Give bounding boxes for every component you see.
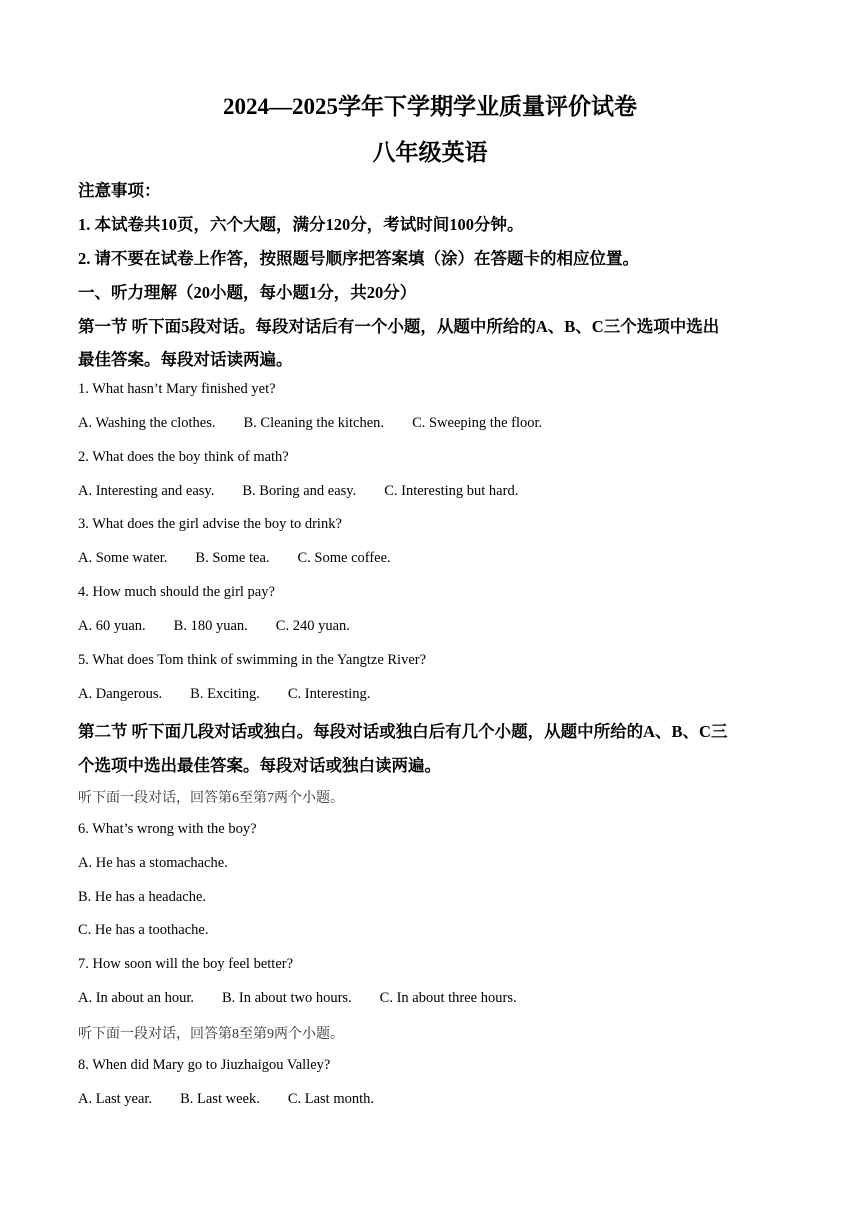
notice-item-2: 2. 请不要在试卷上作答，按照题号顺序把答案填（涂）在答题卡的相应位置。 (78, 249, 639, 268)
option-c: C. Interesting but hard. (384, 483, 519, 499)
question-options (78, 990, 517, 1007)
option-b: B. 180 yuan. (173, 618, 248, 634)
option-c: C. Last month. (287, 1091, 375, 1107)
question-stem: 8. When did Mary go to Jiuzhaigou Valley? (78, 1057, 331, 1073)
option-b: B. Some tea. (195, 550, 270, 566)
question-stem: 4. How much should the girl pay? (78, 584, 275, 600)
option-c: C. He has a toothache. (78, 922, 209, 938)
question-stem: 5. What does Tom think of swimming in the Yangtze River? (78, 652, 427, 668)
question-options (78, 550, 391, 567)
option-c: C. Interesting. (287, 686, 371, 702)
question-stem: 7. How soon will the boy feel better? (78, 956, 294, 972)
option-a: A. He has a stomachache. (78, 855, 228, 871)
question-options (78, 686, 370, 703)
section1-instruction-2: 最佳答案。每段对话读两遍。 (78, 350, 293, 369)
option-a: A. Last year. (78, 1091, 153, 1107)
question-stem: 3. What does the girl advise the boy to drink? (78, 516, 342, 532)
option-c: C. Some coffee. (297, 550, 391, 566)
option-c: C. In about three hours. (379, 990, 517, 1006)
listening-note: 听下面一段对话，回答第6至第7两个小题。 (78, 791, 344, 806)
option-a: A. Some water. (78, 550, 168, 566)
option-a: A. In about an hour. (78, 990, 194, 1006)
option-c: C. Sweeping the floor. (412, 415, 543, 431)
listening-note: 听下面一段对话，回答第8至第9两个小题。 (78, 1027, 344, 1042)
question-options (78, 483, 518, 500)
option-b: B. Cleaning the kitchen. (243, 415, 385, 431)
option-a: A. Interesting and easy. (78, 483, 215, 499)
question-options (78, 1091, 374, 1108)
option-b: B. He has a headache. (78, 889, 207, 905)
question-options (78, 618, 350, 635)
question-stem: 6. What’s wrong with the boy? (78, 821, 257, 837)
notice-heading: 注意事项： (78, 181, 161, 200)
exam-title: 2024—2025学年下学期学业质量评价试卷 (223, 94, 637, 119)
notice-item-1: 1. 本试卷共10页，六个大题，满分120分，考试时间100分钟。 (78, 215, 524, 234)
exam-subtitle: 八年级英语 (372, 140, 488, 165)
option-b: B. Last week. (180, 1091, 260, 1107)
question-stem: 1. What hasn’t Mary finished yet? (78, 381, 276, 397)
question-stem: 2. What does the boy think of math? (78, 449, 289, 465)
question-options (78, 415, 542, 432)
option-a: A. Washing the clothes. (78, 415, 216, 431)
section2-instruction-1: 第二节 听下面几段对话或独白。每段对话或独白后有几个小题，从题中所给的A、B、C三 (78, 722, 728, 741)
option-a: A. Dangerous. (78, 686, 163, 702)
option-b: B. Exciting. (190, 686, 260, 702)
option-a: A. 60 yuan. (78, 618, 146, 634)
part1-heading: 一、听力理解（20小题，每小题1分，共20分） (78, 283, 417, 302)
option-c: C. 240 yuan. (275, 618, 350, 634)
section2-instruction-2: 个选项中选出最佳答案。每段对话或独白读两遍。 (78, 756, 441, 775)
option-b: B. Boring and easy. (242, 483, 357, 499)
section1-instruction-1: 第一节 听下面5段对话。每段对话后有一个小题，从题中所给的A、B、C三个选项中选出 (78, 317, 720, 336)
option-b: B. In about two hours. (221, 990, 352, 1006)
